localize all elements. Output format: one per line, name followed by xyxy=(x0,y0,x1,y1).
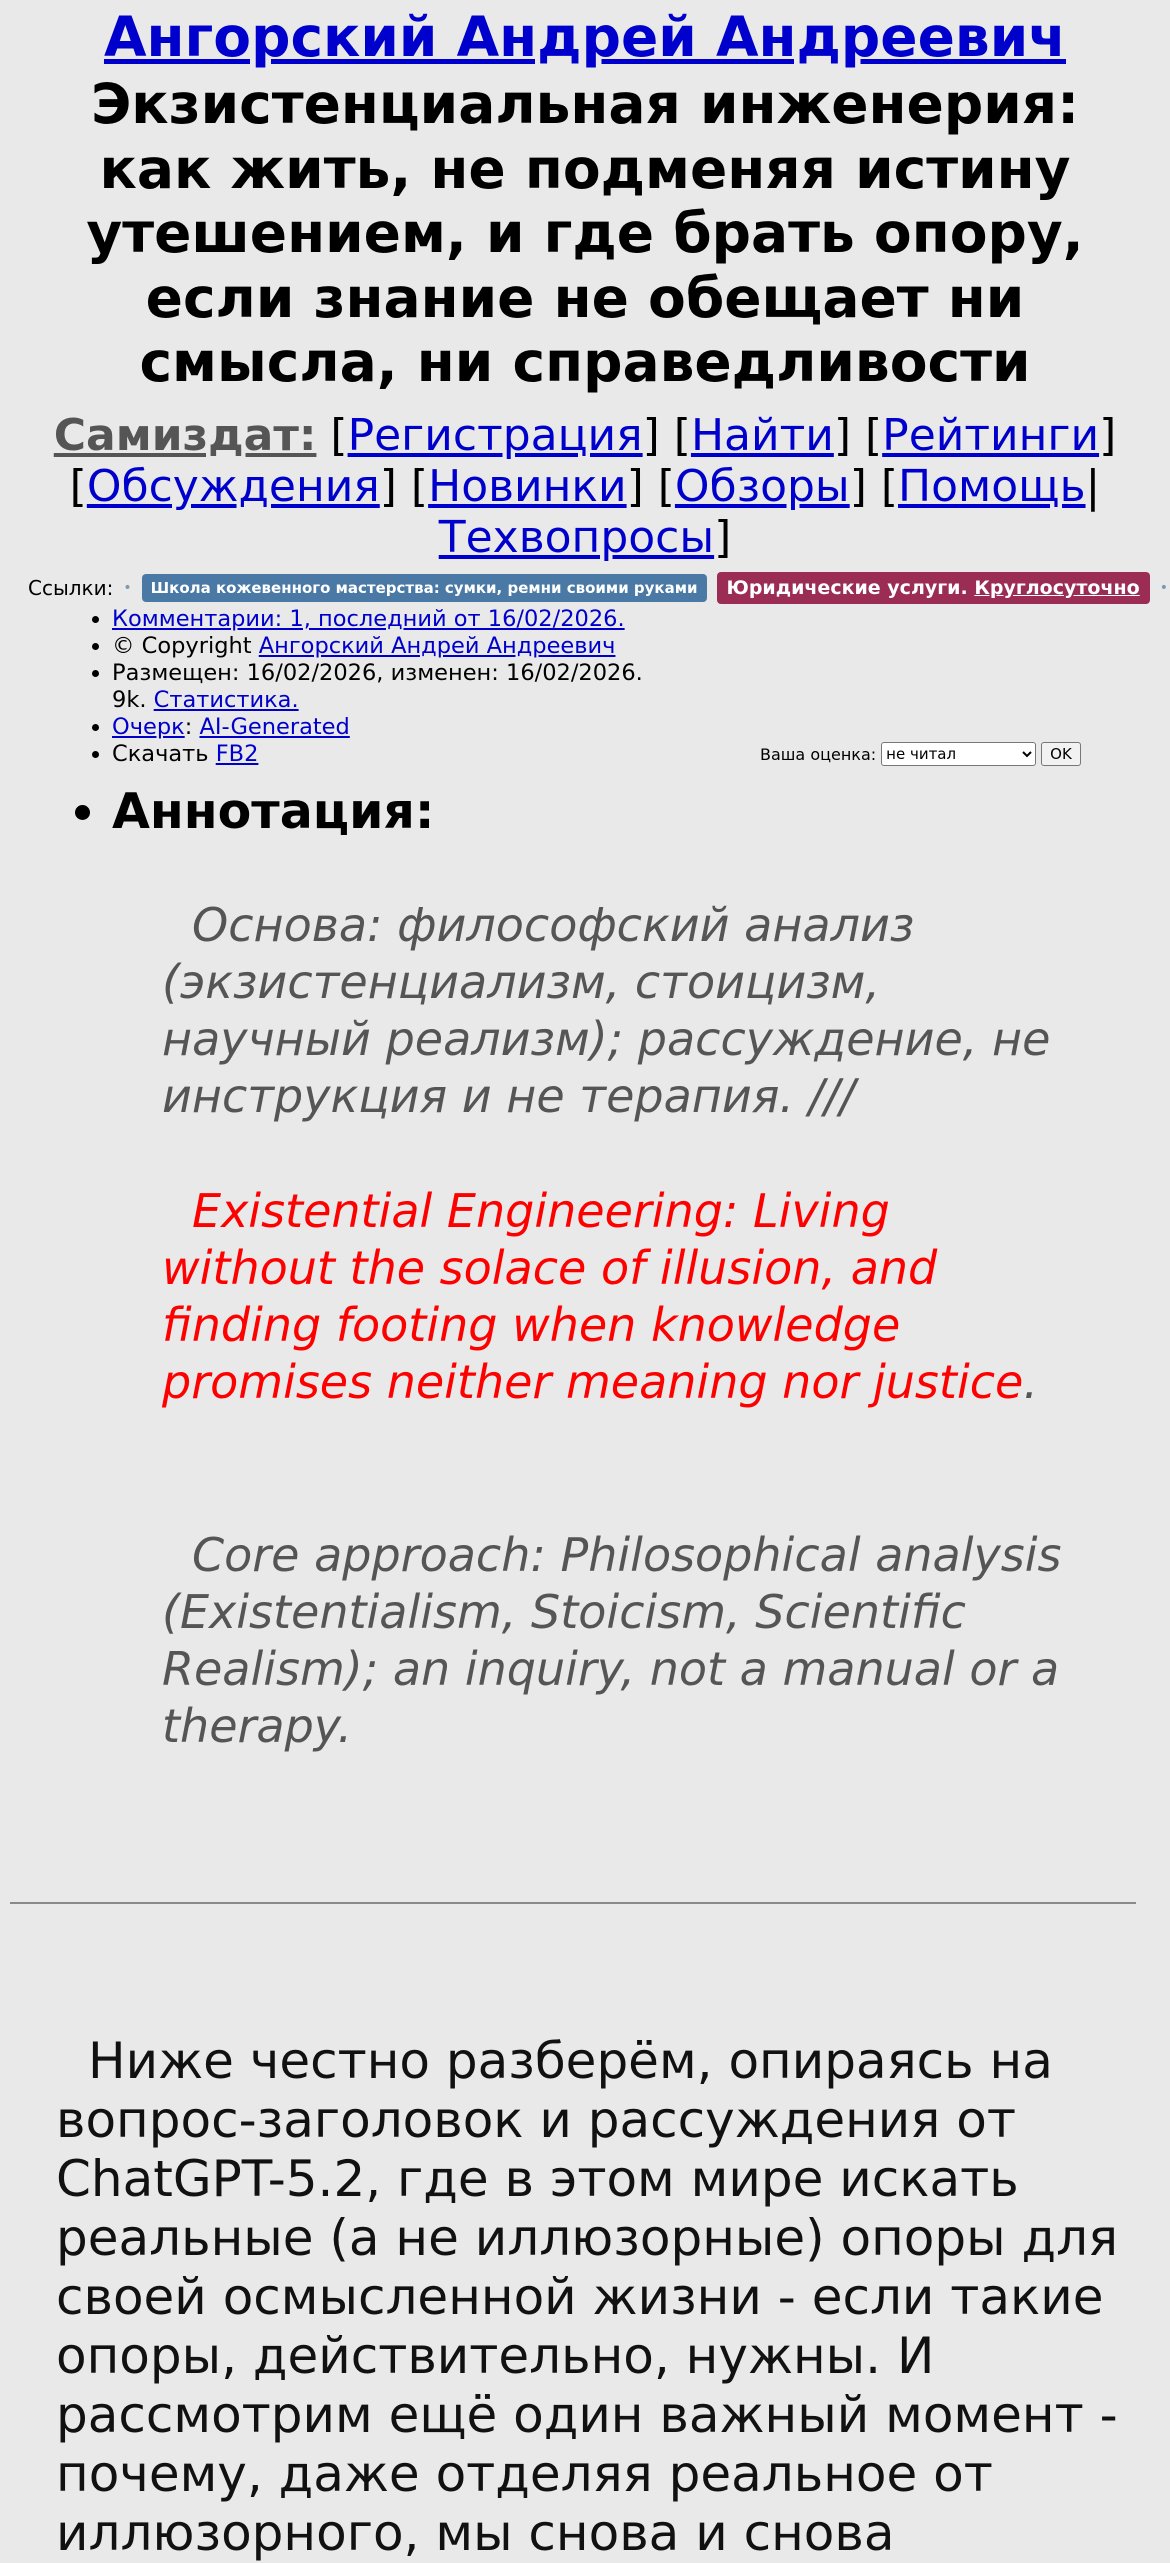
samizdat-home-link[interactable]: Самиздат: xyxy=(53,410,317,461)
nav-register-link[interactable]: Регистрация xyxy=(347,410,643,461)
genre-separator: : xyxy=(184,714,193,740)
download-label: Скачать xyxy=(112,741,209,767)
annotation-basis-ru xyxy=(162,897,1062,1125)
body-paragraph xyxy=(56,2032,1166,2563)
work-size: 9k. xyxy=(112,687,147,713)
author-link[interactable]: Ангорский Андрей Андреевич xyxy=(103,5,1067,69)
nav-new-link[interactable]: Новинки xyxy=(428,461,627,512)
site-nav: Самиздат: [Регистрация] [Найти] [Рейтинги] [Обсуждения] [Новинки] [Обзоры] [Помощь| Техвопросы] xyxy=(53,410,1117,563)
bullet-separator-icon: • xyxy=(1159,580,1168,596)
meta-posted xyxy=(112,660,732,714)
nav-search-link[interactable]: Найти xyxy=(690,410,834,461)
copyright-author-link[interactable]: Ангорский Андрей Андреевич xyxy=(258,633,616,659)
nav-reviews-link[interactable]: Обзоры xyxy=(674,461,850,512)
meta-genre xyxy=(112,714,732,741)
annotation-section xyxy=(65,782,434,842)
genre-link[interactable]: Очерк xyxy=(112,714,185,740)
annotation-title-en-text: Existential Engineering: Living without the solace of illusion, and finding footing when knowledge promises neither meaning nor justice xyxy=(162,1184,1024,1409)
copyright-label: © Copyright xyxy=(112,633,252,659)
annotation-title-en xyxy=(162,1183,1062,1411)
rating-ok-button[interactable]: OK xyxy=(1041,742,1081,766)
horizontal-divider xyxy=(10,1902,1136,1904)
annotation-title-en-period: . xyxy=(1023,1355,1038,1409)
meta-copyright xyxy=(112,633,732,660)
ad-links-bar xyxy=(28,572,1168,604)
annotation-basis-en-text: Core approach: Philosophical analysis (Existentialism, Stoicism, Scientific Realism); an inquiry, not a manual or a therapy. xyxy=(162,1528,1062,1753)
work-meta-list xyxy=(70,606,732,768)
download-fb2-link[interactable]: FB2 xyxy=(215,741,259,767)
statistics-link[interactable]: Статистика. xyxy=(153,687,299,713)
rating-select[interactable] xyxy=(881,742,1036,766)
ad-links-label: Ссылки: xyxy=(28,576,114,600)
nav-ratings-link[interactable]: Рейтинги xyxy=(882,410,1100,461)
ad-legal-link[interactable]: Круглосуточно xyxy=(974,577,1140,599)
rating-form xyxy=(760,742,1090,766)
annotation-basis-en xyxy=(162,1527,1062,1755)
ad-legal-prefix: Юридические услуги. xyxy=(726,577,968,599)
body-paragraph-text: Ниже честно разберём, опираясь на вопрос-заголовок и рассуждения от ChatGPT-5.2, где в этом мире искать реальные (а не иллюзорные) опоры для своей осмысленной жизни - если такие опоры, действительно, нужны. И рассмотрим ещё один важный момент - почему, даже отделяя реальное от иллюзорного, мы снова и снова xyxy=(56,2032,1119,2562)
rating-label: Ваша оценка: xyxy=(760,744,877,764)
nav-discussions-link[interactable]: Обсуждения xyxy=(86,461,380,512)
meta-download xyxy=(112,741,732,768)
ad-legal-services[interactable] xyxy=(717,572,1150,604)
bullet-separator-icon: • xyxy=(123,580,132,596)
annotation-basis-ru-text: Основа: философский анализ (экзистенциализм, стоицизм, научный реализм); рассуждение, не инструкция и не терапия. /// xyxy=(162,898,1051,1123)
author-heading xyxy=(0,2,1170,72)
nav-techquestions-link[interactable]: Техвопросы xyxy=(438,512,715,563)
nav-help-link[interactable]: Помощь xyxy=(898,461,1086,512)
comments-link[interactable]: Комментарии: 1, последний от 16/02/2026. xyxy=(112,606,625,632)
posted-dates: Размещен: 16/02/2026, изменен: 16/02/2026. xyxy=(112,660,643,686)
annotation-heading: • Аннотация: xyxy=(112,782,434,842)
page-title: Экзистенциальная инженерия: как жить, не подменяя истину утешением, и где брать опору, если знание не обещает ни смысла, ни справедливости xyxy=(86,72,1084,394)
meta-comments xyxy=(112,606,732,633)
tag-link[interactable]: AI-Generated xyxy=(199,714,350,740)
ad-leather-school[interactable]: Школа кожевенного мастерства: сумки, ремни своими руками xyxy=(142,574,707,602)
